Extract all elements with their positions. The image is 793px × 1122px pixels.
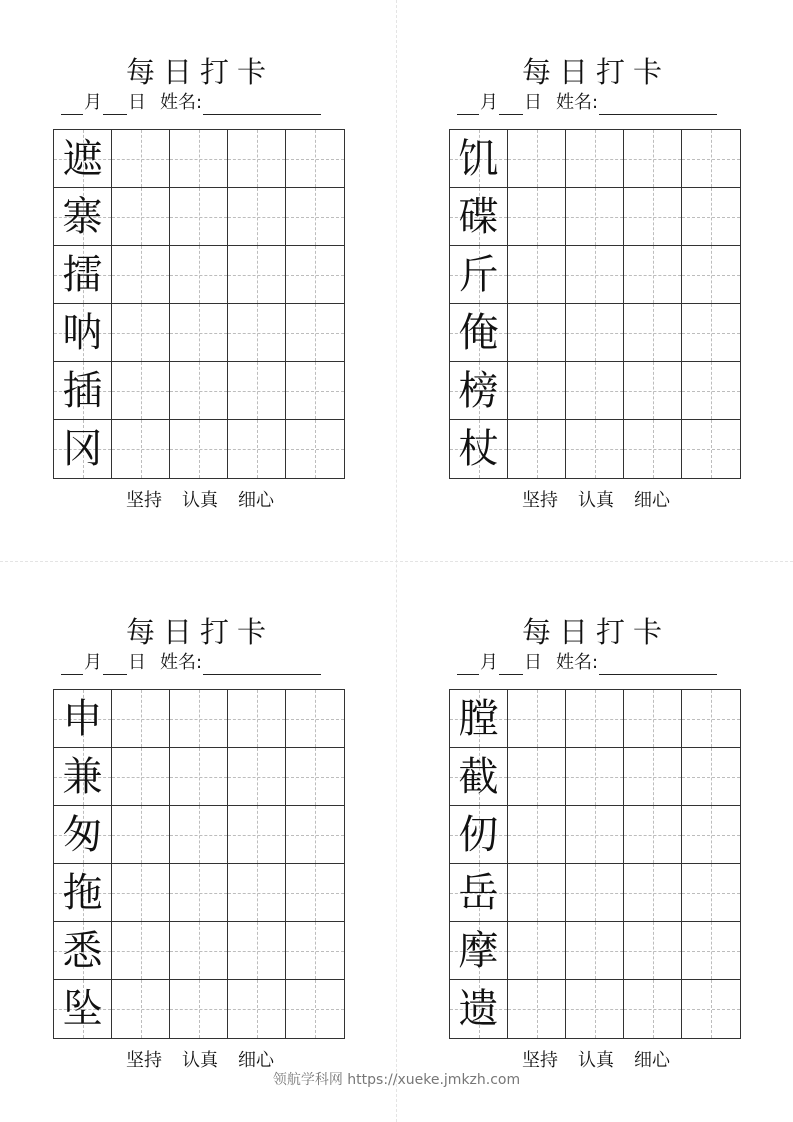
- practice-cell[interactable]: [624, 246, 682, 304]
- model-cell: [54, 130, 112, 188]
- day-blank[interactable]: [499, 656, 523, 675]
- practice-cell[interactable]: [508, 130, 566, 188]
- practice-cell[interactable]: [682, 748, 740, 806]
- practice-cell[interactable]: [286, 362, 344, 420]
- model-cell: [54, 922, 112, 980]
- practice-cell[interactable]: [286, 188, 344, 246]
- practice-cell[interactable]: [508, 980, 566, 1038]
- model-cell: [54, 806, 112, 864]
- model-cell: [450, 362, 508, 420]
- practice-cell[interactable]: [682, 806, 740, 864]
- name-blank[interactable]: [203, 656, 321, 675]
- model-character: 插: [62, 367, 103, 414]
- model-cell: [450, 980, 508, 1038]
- practice-cell[interactable]: [682, 362, 740, 420]
- model-character: 匆: [62, 811, 103, 858]
- practice-cell[interactable]: [682, 690, 740, 748]
- model-character: 碟: [458, 193, 499, 240]
- practice-cell[interactable]: [682, 980, 740, 1038]
- practice-cell[interactable]: [112, 420, 170, 478]
- model-character: 斤: [458, 251, 499, 298]
- model-character: 摩: [458, 927, 499, 974]
- day-blank[interactable]: [103, 96, 127, 115]
- practice-cell[interactable]: [566, 690, 624, 748]
- practice-cell[interactable]: [170, 246, 228, 304]
- practice-cell[interactable]: [112, 304, 170, 362]
- model-character: 擂: [62, 251, 103, 298]
- motto-line: [449, 489, 743, 513]
- model-character: 俺: [458, 309, 499, 356]
- day-label: 日: [128, 652, 146, 673]
- horizontal-cut-line: [0, 561, 793, 562]
- practice-cell[interactable]: [682, 420, 740, 478]
- practice-cell[interactable]: [566, 130, 624, 188]
- month-blank[interactable]: [457, 656, 479, 675]
- month-label: 月: [480, 652, 498, 673]
- name-blank[interactable]: [599, 96, 717, 115]
- model-cell: [54, 864, 112, 922]
- practice-cell[interactable]: [112, 130, 170, 188]
- card-title: 每日打卡: [521, 615, 670, 649]
- practice-cell[interactable]: [112, 806, 170, 864]
- practice-cell[interactable]: [624, 864, 682, 922]
- practice-cell[interactable]: [624, 304, 682, 362]
- model-character: 遮: [62, 135, 103, 182]
- practice-cell[interactable]: [112, 980, 170, 1038]
- practice-cell[interactable]: [228, 362, 286, 420]
- day-label: 日: [524, 652, 542, 673]
- model-cell: [450, 246, 508, 304]
- practice-cell[interactable]: [112, 922, 170, 980]
- practice-cell[interactable]: [170, 188, 228, 246]
- month-label: 月: [84, 92, 102, 113]
- practice-cell[interactable]: [286, 246, 344, 304]
- practice-card: [449, 55, 743, 515]
- practice-cell[interactable]: [566, 806, 624, 864]
- practice-cell[interactable]: [624, 420, 682, 478]
- writing-grid: [449, 129, 741, 479]
- practice-cell[interactable]: [170, 420, 228, 478]
- card-title: 每日打卡: [521, 55, 670, 89]
- practice-cell[interactable]: [566, 748, 624, 806]
- model-character: 悉: [62, 927, 103, 974]
- practice-cell[interactable]: [682, 188, 740, 246]
- model-character: 坠: [62, 986, 103, 1032]
- practice-cell[interactable]: [170, 922, 228, 980]
- practice-cell[interactable]: [112, 864, 170, 922]
- practice-cell[interactable]: [228, 806, 286, 864]
- date-name-line: [61, 651, 351, 675]
- practice-cell[interactable]: [566, 188, 624, 246]
- practice-cell[interactable]: [682, 922, 740, 980]
- practice-cell[interactable]: [286, 806, 344, 864]
- practice-cell[interactable]: [286, 922, 344, 980]
- practice-cell[interactable]: [508, 748, 566, 806]
- motto-word: 细心: [634, 490, 670, 511]
- practice-cell[interactable]: [286, 420, 344, 478]
- practice-cell[interactable]: [624, 690, 682, 748]
- month-blank[interactable]: [457, 96, 479, 115]
- model-character: 榜: [458, 367, 499, 414]
- motto-word: 细心: [238, 1050, 274, 1071]
- day-label: 日: [524, 92, 542, 113]
- footer-watermark: 领航学科网 https://xueke.jmkzh.com: [272, 1072, 521, 1088]
- practice-cell[interactable]: [112, 362, 170, 420]
- practice-cell[interactable]: [228, 130, 286, 188]
- practice-cell[interactable]: [624, 806, 682, 864]
- practice-cell[interactable]: [508, 188, 566, 246]
- name-label: 姓名:: [160, 652, 203, 673]
- motto-word: 认真: [182, 1050, 218, 1071]
- practice-cell[interactable]: [228, 420, 286, 478]
- practice-cell[interactable]: [228, 690, 286, 748]
- model-cell: [450, 690, 508, 748]
- motto-word: 坚持: [522, 490, 558, 511]
- name-label: 姓名:: [556, 652, 599, 673]
- practice-cell[interactable]: [566, 922, 624, 980]
- practice-cell[interactable]: [228, 922, 286, 980]
- practice-cell[interactable]: [566, 362, 624, 420]
- model-character: 呐: [62, 309, 103, 356]
- card-title: 每日打卡: [125, 615, 274, 649]
- motto-word: 坚持: [126, 1050, 162, 1071]
- practice-cell[interactable]: [508, 304, 566, 362]
- month-label: 月: [480, 92, 498, 113]
- practice-cell[interactable]: [170, 362, 228, 420]
- date-name-line: [457, 651, 747, 675]
- practice-cell[interactable]: [112, 188, 170, 246]
- model-character: 岳: [458, 869, 499, 916]
- motto-word: 坚持: [522, 1050, 558, 1071]
- model-character: 拖: [62, 869, 103, 916]
- practice-cell[interactable]: [566, 246, 624, 304]
- practice-cell[interactable]: [508, 690, 566, 748]
- practice-cell[interactable]: [624, 922, 682, 980]
- practice-cell[interactable]: [286, 690, 344, 748]
- practice-cell[interactable]: [508, 922, 566, 980]
- model-character: 申: [62, 695, 103, 742]
- practice-cell[interactable]: [228, 304, 286, 362]
- date-name-line: [61, 91, 351, 115]
- practice-cell[interactable]: [112, 246, 170, 304]
- model-character: 仞: [458, 811, 499, 858]
- practice-cell[interactable]: [566, 864, 624, 922]
- motto-word: 认真: [578, 490, 614, 511]
- practice-cell[interactable]: [228, 246, 286, 304]
- motto-word: 细心: [634, 1050, 670, 1071]
- practice-cell[interactable]: [228, 980, 286, 1038]
- practice-cell[interactable]: [566, 304, 624, 362]
- day-label: 日: [128, 92, 146, 113]
- practice-cell[interactable]: [170, 806, 228, 864]
- practice-cell[interactable]: [624, 362, 682, 420]
- practice-cell[interactable]: [170, 130, 228, 188]
- practice-cell[interactable]: [286, 130, 344, 188]
- practice-cell[interactable]: [286, 304, 344, 362]
- practice-cell[interactable]: [170, 748, 228, 806]
- practice-cell[interactable]: [286, 748, 344, 806]
- model-cell: [54, 980, 112, 1038]
- practice-cell[interactable]: [228, 748, 286, 806]
- model-cell: [54, 690, 112, 748]
- month-blank[interactable]: [61, 656, 83, 675]
- model-character: 杖: [458, 426, 499, 472]
- model-character: 寨: [62, 193, 103, 240]
- model-cell: [450, 304, 508, 362]
- name-label: 姓名:: [556, 92, 599, 113]
- practice-cell[interactable]: [624, 748, 682, 806]
- model-character: 饥: [458, 135, 499, 182]
- practice-cell[interactable]: [170, 864, 228, 922]
- card-title: 每日打卡: [125, 55, 274, 89]
- writing-grid: [53, 689, 345, 1039]
- model-character: 兼: [62, 753, 103, 800]
- name-blank[interactable]: [203, 96, 321, 115]
- model-cell: [54, 188, 112, 246]
- practice-cell[interactable]: [228, 864, 286, 922]
- motto-word: 细心: [238, 490, 274, 511]
- model-cell: [450, 748, 508, 806]
- model-cell: [450, 806, 508, 864]
- model-cell: [450, 922, 508, 980]
- practice-cell[interactable]: [170, 980, 228, 1038]
- practice-cell[interactable]: [624, 980, 682, 1038]
- practice-card: [53, 55, 347, 515]
- practice-cell[interactable]: [624, 188, 682, 246]
- writing-grid: [53, 129, 345, 479]
- practice-cell[interactable]: [682, 246, 740, 304]
- model-character: 截: [458, 753, 499, 800]
- motto-word: 认真: [182, 490, 218, 511]
- practice-cell[interactable]: [170, 690, 228, 748]
- date-name-line: [457, 91, 747, 115]
- writing-grid: [449, 689, 741, 1039]
- practice-cell[interactable]: [112, 690, 170, 748]
- model-cell: [450, 420, 508, 478]
- practice-cell[interactable]: [624, 130, 682, 188]
- model-cell: [450, 188, 508, 246]
- practice-cell[interactable]: [508, 362, 566, 420]
- model-cell: [54, 420, 112, 478]
- practice-cell[interactable]: [170, 304, 228, 362]
- motto-line: [53, 489, 347, 513]
- practice-cell[interactable]: [112, 748, 170, 806]
- practice-card: [53, 615, 347, 1075]
- practice-cell[interactable]: [566, 420, 624, 478]
- practice-cell[interactable]: [682, 130, 740, 188]
- name-label: 姓名:: [160, 92, 203, 113]
- practice-cell[interactable]: [508, 864, 566, 922]
- practice-cell[interactable]: [508, 420, 566, 478]
- motto-word: 坚持: [126, 490, 162, 511]
- motto-word: 认真: [578, 1050, 614, 1071]
- model-cell: [54, 362, 112, 420]
- model-cell: [54, 304, 112, 362]
- month-label: 月: [84, 652, 102, 673]
- name-blank[interactable]: [599, 656, 717, 675]
- model-cell: [450, 864, 508, 922]
- practice-cell[interactable]: [228, 188, 286, 246]
- practice-cell[interactable]: [566, 980, 624, 1038]
- practice-cell[interactable]: [286, 980, 344, 1038]
- model-cell: [54, 246, 112, 304]
- day-blank[interactable]: [103, 656, 127, 675]
- practice-cell[interactable]: [286, 864, 344, 922]
- model-character: 膛: [458, 695, 499, 742]
- practice-cell[interactable]: [508, 806, 566, 864]
- model-cell: [54, 748, 112, 806]
- practice-card: [449, 615, 743, 1075]
- month-blank[interactable]: [61, 96, 83, 115]
- model-character: 遗: [458, 986, 499, 1032]
- practice-cell[interactable]: [682, 304, 740, 362]
- practice-cell[interactable]: [508, 246, 566, 304]
- day-blank[interactable]: [499, 96, 523, 115]
- model-cell: [450, 130, 508, 188]
- model-character: 冈: [62, 426, 103, 472]
- practice-cell[interactable]: [682, 864, 740, 922]
